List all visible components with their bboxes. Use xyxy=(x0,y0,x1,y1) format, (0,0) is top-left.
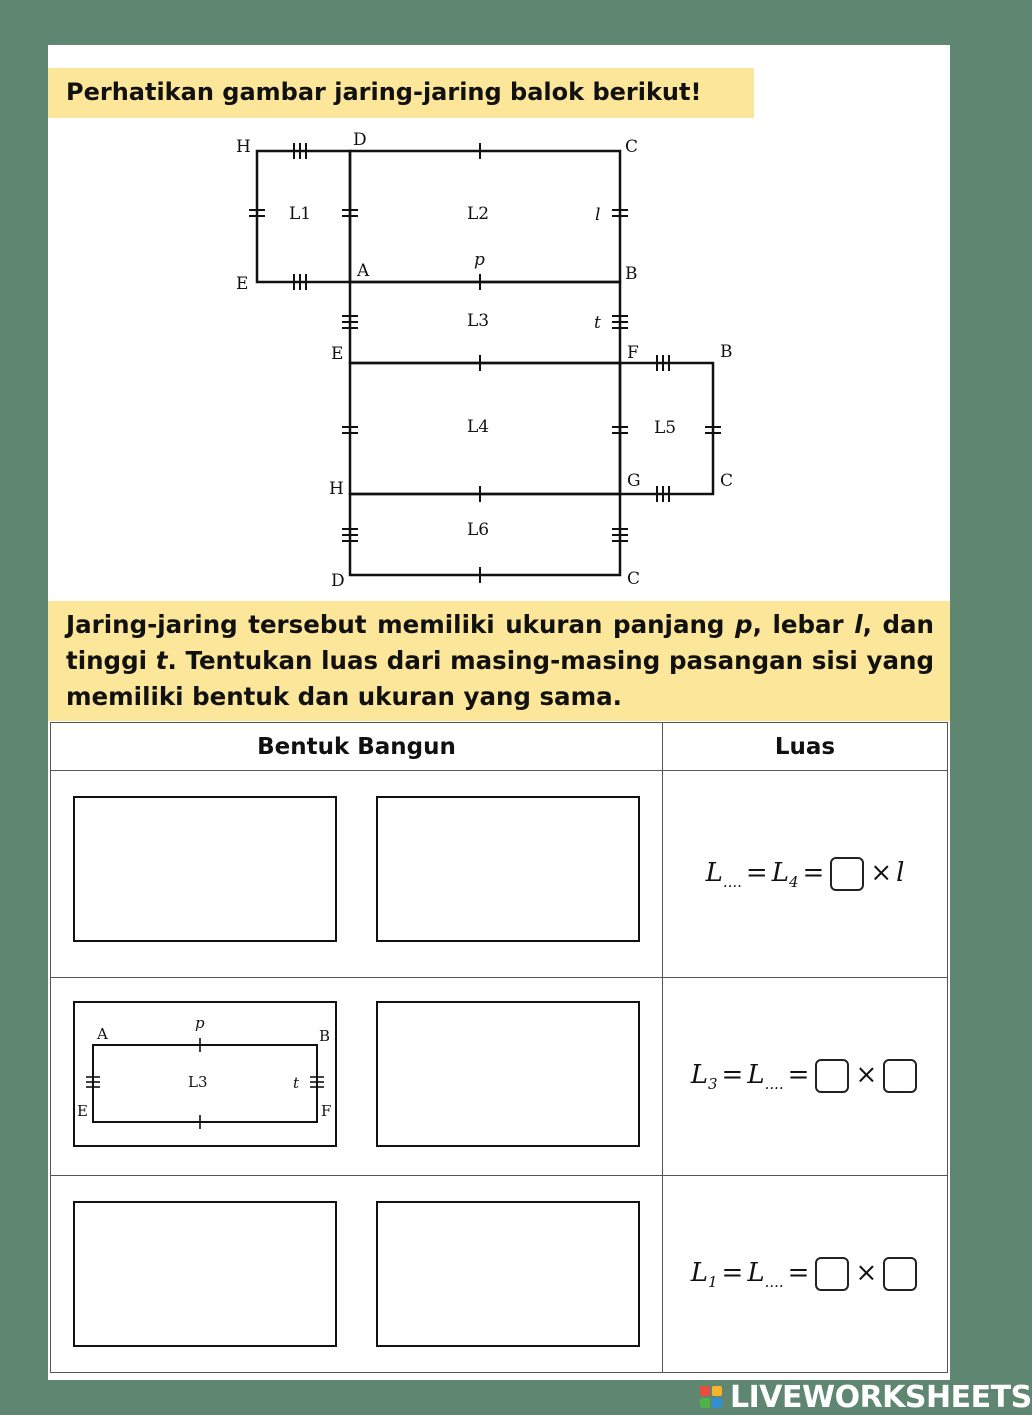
face-label: L2 xyxy=(467,204,490,224)
answer-box[interactable] xyxy=(830,857,864,891)
answer-box[interactable] xyxy=(815,1059,849,1093)
table-row xyxy=(51,1176,948,1373)
vertex-label: A xyxy=(357,261,370,281)
cuboid-net-diagram xyxy=(210,122,770,597)
header-shape: Bentuk Bangun xyxy=(51,723,663,771)
dimension-label-l: l xyxy=(595,205,601,225)
instruction-banner xyxy=(48,68,754,118)
face-label: L4 xyxy=(467,417,490,437)
shape-cell xyxy=(51,771,663,978)
vertex-label: B xyxy=(720,342,733,362)
shape-drop-box[interactable] xyxy=(73,796,337,942)
answer-box[interactable] xyxy=(815,1257,849,1291)
svg-text:F: F xyxy=(321,1102,332,1120)
vertex-label: E xyxy=(236,274,249,294)
shape-drop-box[interactable] xyxy=(376,1001,640,1147)
svg-text:L3: L3 xyxy=(188,1073,208,1091)
vertex-label: D xyxy=(353,130,367,150)
svg-text:E: E xyxy=(77,1102,88,1120)
face-label: L5 xyxy=(654,418,677,438)
vertex-label: D xyxy=(331,571,345,591)
vertex-label: H xyxy=(329,479,344,499)
vertex-label: E xyxy=(331,344,344,364)
shape-drop-box[interactable] xyxy=(376,1201,640,1347)
example-shape-l3 xyxy=(75,1003,335,1145)
table-row xyxy=(51,771,948,978)
shape-drop-box[interactable] xyxy=(376,796,640,942)
vertex-label: C xyxy=(625,137,639,157)
task-banner xyxy=(48,601,950,721)
answer-table xyxy=(50,722,948,1373)
vertex-label: C xyxy=(627,569,641,589)
task-text: Jaring-jaring tersebut memiliki ukuran panjang p, lebar l, dan tinggi t. Tentukan luas dari masing-masing pasangan sisi yang memiliki bentuk dan ukuran yang sama. xyxy=(66,610,934,711)
vertex-label: C xyxy=(720,471,734,491)
shape-cell xyxy=(51,1176,663,1373)
svg-text:B: B xyxy=(319,1027,331,1045)
svg-text:t: t xyxy=(293,1074,300,1092)
dimension-label-t: t xyxy=(594,313,601,333)
liveworksheets-branding xyxy=(700,1380,1032,1415)
header-area: Luas xyxy=(663,723,948,771)
vertex-label: F xyxy=(627,343,639,363)
area-formula: $L_3 = L_{....}$ = × xyxy=(663,978,948,1176)
face-label: L6 xyxy=(467,520,490,540)
dimension-label-p: p xyxy=(474,250,485,270)
face-label: L3 xyxy=(467,311,490,331)
shape-drop-box[interactable] xyxy=(73,1201,337,1347)
svg-text:A: A xyxy=(97,1025,108,1043)
vertex-label: H xyxy=(236,137,251,157)
liveworksheets-logo-icon xyxy=(700,1386,724,1410)
instruction-title: Perhatikan gambar jaring-jaring balok berikut! xyxy=(66,78,702,106)
example-shape-box xyxy=(73,1001,337,1147)
vertex-label: G xyxy=(627,471,641,491)
vertex-label: B xyxy=(625,264,638,284)
answer-box[interactable] xyxy=(883,1059,917,1093)
brand-name: LIVEWORKSHEETS xyxy=(730,1380,1032,1415)
shape-cell xyxy=(51,978,663,1176)
area-formula: $L_{....} = L_4$ = × l xyxy=(663,771,948,978)
table-row xyxy=(51,978,948,1176)
area-formula: $L_1 = L_{....}$ = × xyxy=(663,1176,948,1373)
svg-text:p: p xyxy=(195,1014,205,1032)
face-label: L1 xyxy=(289,204,312,224)
answer-box[interactable] xyxy=(883,1257,917,1291)
